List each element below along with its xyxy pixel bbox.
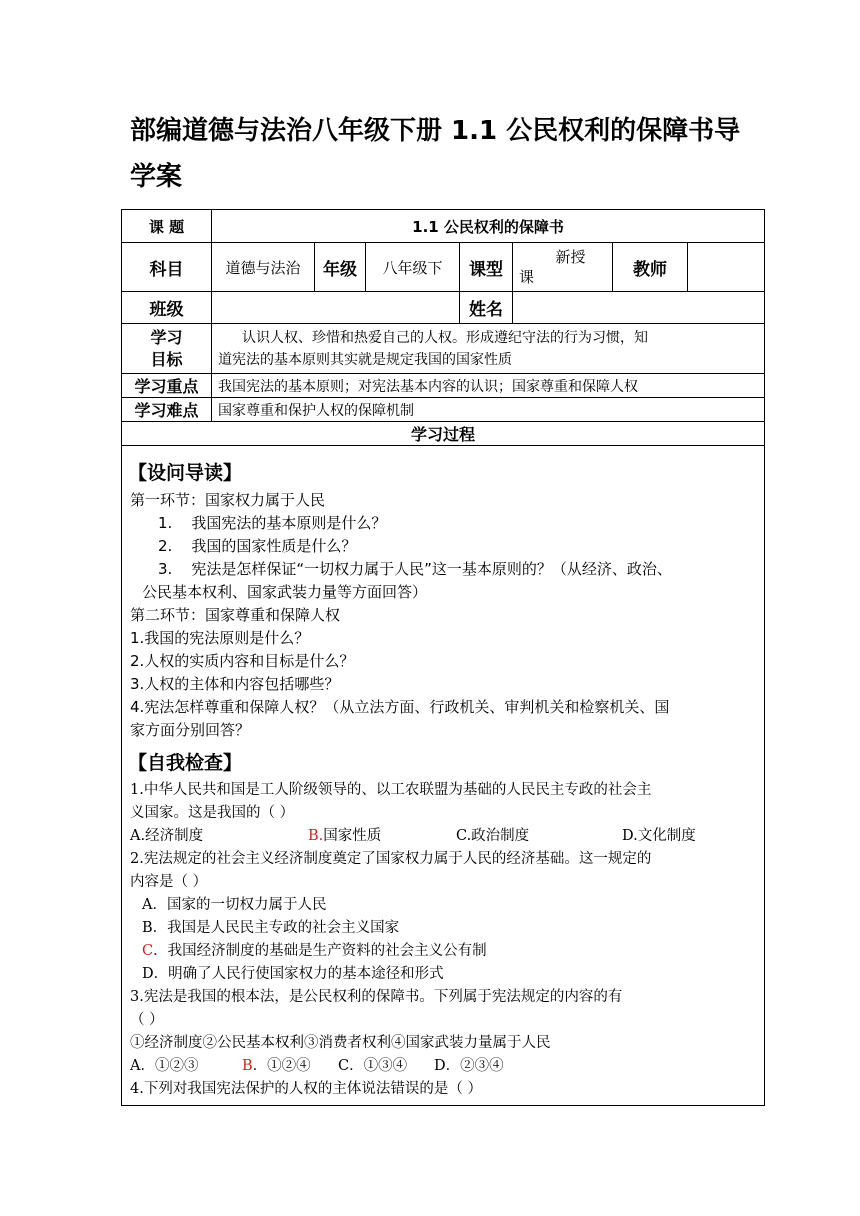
part1-question-2 xyxy=(130,535,756,558)
topic-label: 课 题 xyxy=(122,210,212,243)
q1-number: 1. xyxy=(158,514,173,532)
part1-title: 第一环节：国家权力属于人民 xyxy=(130,491,326,509)
q1-option-a: A.经济制度 xyxy=(130,828,204,844)
check-q2-option-c xyxy=(130,940,756,963)
title-line-1: 部编道德与法治八年级下册 1.1 公民权利的保障书导 xyxy=(130,116,741,146)
q2-text: 我国的国家性质是什么？ xyxy=(191,537,357,555)
q3-option-b-letter: B xyxy=(242,1058,253,1074)
teacher-label: 教师 xyxy=(613,243,688,292)
process-label: 学习过程 xyxy=(122,422,765,446)
part2-question-2: 2.人权的实质内容和目标是什么？ xyxy=(130,652,355,670)
check-q3-line-2: （ ） xyxy=(130,1012,164,1028)
check-q2-line-1: 2.宪法规定的社会主义经济制度奠定了国家权力属于人民的经济基础。这一规定的 xyxy=(130,851,652,867)
focus-label: 学习重点 xyxy=(122,374,212,398)
goal-text-line-1: 认识人权、珍惜和热爱自己的人权。形成遵纪守法的行为习惯，知 xyxy=(242,329,648,346)
difficulty-text: 国家尊重和保护人权的保障机制 xyxy=(212,398,765,422)
part2-question-4-cont: 家方面分别回答？ xyxy=(130,721,251,739)
difficulty-label: 学习难点 xyxy=(122,398,212,422)
check-heading: 【自我检查】 xyxy=(128,752,243,774)
name-value xyxy=(513,292,765,324)
part1-question-3 xyxy=(130,558,756,581)
type-value-line-2: 课 xyxy=(519,268,535,286)
teacher-value xyxy=(688,243,765,292)
type-value xyxy=(513,243,613,292)
process-content xyxy=(122,446,765,1106)
check-q4: 4.下列对我国宪法保护的人权的主体说法错误的是（ ） xyxy=(130,1081,482,1097)
q1-option-d: D.文化制度 xyxy=(622,828,696,844)
q3-text-a: 宪法是怎样保证“一切权力属于人民”这一基本原则的？（从经济、政治、 xyxy=(191,560,672,578)
check-q1-line-1: 1.中华人民共和国是工人阶级领导的、以工农联盟为基础的人民民主专政的社会主 xyxy=(130,782,652,798)
class-label: 班级 xyxy=(122,292,212,324)
check-q3-options xyxy=(130,1055,756,1078)
q3-option-c: C．①③④ xyxy=(338,1058,408,1074)
q3-option-d: D．②③④ xyxy=(434,1058,504,1074)
part2-question-1: 1.我国的宪法原则是什么？ xyxy=(130,629,310,647)
goal-label-line-1: 学习 xyxy=(150,327,183,347)
goal-text-line-2: 道宪法的基本原则其实就是规定我国的国家性质 xyxy=(218,351,512,368)
goal-label-line-2: 目标 xyxy=(150,349,183,369)
q1-option-c: C.政治制度 xyxy=(456,828,530,844)
goal-text xyxy=(212,324,765,374)
check-q3-items: ①经济制度②公民基本权利③消费者权利④国家武装力量属于人民 xyxy=(130,1035,551,1051)
part2-question-3: 3.人权的主体和内容包括哪些？ xyxy=(130,675,340,693)
grade-label: 年级 xyxy=(315,243,366,292)
q1-text: 我国宪法的基本原则是什么？ xyxy=(191,514,387,532)
type-value-line-1: 新授 xyxy=(555,248,586,266)
guide-heading: 【设问导读】 xyxy=(128,462,243,484)
check-q2-option-a: A．国家的一切权力属于人民 xyxy=(142,897,327,913)
part2-title: 第二环节：国家尊重和保障人权 xyxy=(130,606,341,624)
topic-value: 1.1 公民权利的保障书 xyxy=(212,210,765,243)
part1-question-3-cont: 公民基本权利、国家武装力量等方面回答） xyxy=(142,583,428,601)
q2-option-c-letter: C xyxy=(142,943,154,959)
part1-question-1 xyxy=(130,512,756,535)
goal-label xyxy=(122,324,212,374)
name-label: 姓名 xyxy=(460,292,513,324)
check-q3-line-1: 3.宪法是我国的根本法，是公民权利的保障书。下列属于宪法规定的内容的有 xyxy=(130,989,623,1005)
focus-text: 我国宪法的基本原则；对宪法基本内容的认识；国家尊重和保障人权 xyxy=(212,374,765,398)
grade-value: 八年级下 xyxy=(366,243,460,292)
q1-option-b-letter: B. xyxy=(308,828,324,844)
check-q1-line-2: 义国家。这是我国的（ ） xyxy=(130,805,295,821)
title-line-2: 学案 xyxy=(130,162,183,192)
check-q2-option-b: B．我国是人民民主专政的社会主义国家 xyxy=(142,920,400,936)
document-title xyxy=(130,108,750,200)
q3-option-a: A．①②③ xyxy=(130,1058,199,1074)
subject-label: 科目 xyxy=(122,243,212,292)
q2-number: 2. xyxy=(158,537,173,555)
lesson-plan-table xyxy=(121,209,765,1106)
subject-value: 道德与法治 xyxy=(212,243,315,292)
q3-option-b: ．①②④ xyxy=(252,1058,311,1074)
q2-option-c-text: ．我国经济制度的基础是生产资料的社会主义公有制 xyxy=(153,943,487,959)
type-label: 课型 xyxy=(460,243,513,292)
q3-number: 3. xyxy=(158,560,173,578)
check-q2-line-2: 内容是（ ） xyxy=(130,874,208,890)
check-q2-option-d: D．明确了人民行使国家权力的基本途径和形式 xyxy=(142,966,444,982)
q1-option-b: 国家性质 xyxy=(323,828,382,844)
part2-question-4: 4.宪法怎样尊重和保障人权？（从立法方面、行政机关、审判机关和检察机关、国 xyxy=(130,698,670,716)
check-q1-options xyxy=(130,825,756,848)
class-value xyxy=(212,292,460,324)
